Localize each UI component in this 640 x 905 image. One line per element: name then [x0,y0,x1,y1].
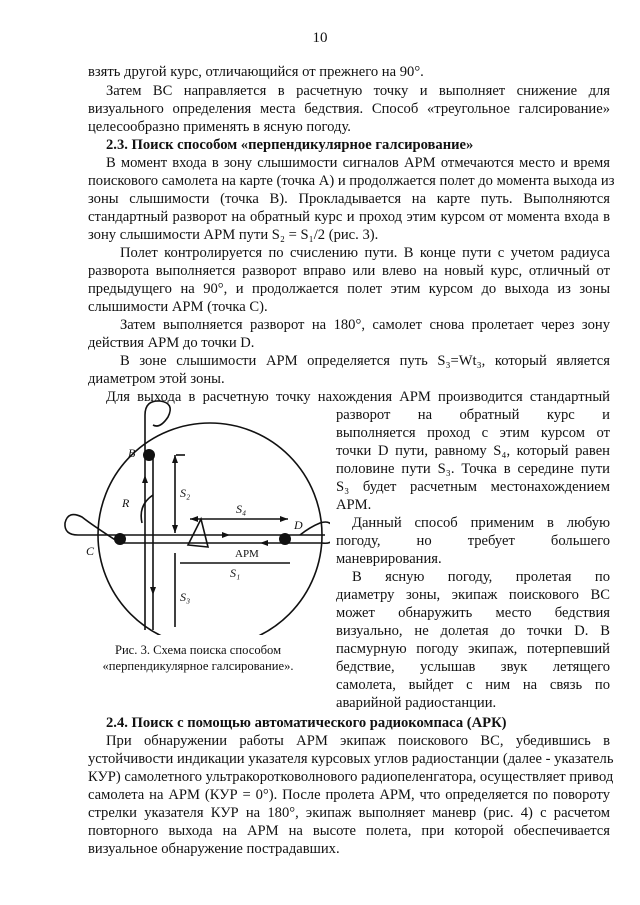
text-line: В момент входа в зону слышимости сигналов АРМ отмечаются место и время [106,155,610,171]
section-heading-2-4: 2.4. Поиск с помощью автоматического радиокомпаса (АРК) [106,715,507,731]
text-line: самолета на АРМ (КУР = 0°). После пролета АРМ, что определяется по повороту [88,787,610,803]
text-line: Затем выполняется разворот на 180°, самолет снова пролетает через зону [120,317,610,333]
text-line: повторного выхода на АРМ на высоте полета, при которой обеспечивается [88,823,610,839]
point-c-marker [114,533,126,545]
label-s2: S₂ [180,486,191,500]
text-line: стандартный разворот на обратный курс и проход этим курсом от момента входа в [88,209,610,225]
text-line: Затем ВС направляется в расчетную точку и выполняет снижение для [106,83,610,99]
text-line: бедствие, услышав звук летящего [336,659,610,675]
text-line: В ясную погоду, пролетая по [352,569,610,585]
label-s4: S₄ [236,502,247,516]
text-line: Полет контролируется по счислению пути. В конце пути с учетом радиуса [120,245,610,261]
text-line: целесообразно применять в ясную погоду. [88,119,351,135]
text-line: аварийной радиостанции. [336,695,497,711]
text-line: Для выхода в расчетную точку нахождения АРМ производится стандартный [106,389,610,405]
label-r: R [122,496,130,510]
text-line: устойчивости индикации указателя курсовых углов радиостанции (далее - указатель [88,751,614,767]
text-line: визуально, не долетая до точки D. В [336,623,610,639]
text-line: диаметру зоны, экипаж поискового ВС [336,587,610,603]
text-line: пасмурную погоду экипаж, потерпевший [336,641,610,657]
figure-caption-line-2: «перпендикулярное галсирование». [102,659,294,673]
text-line: В зоне слышимости АРМ определяется путь S₃=Wt₃, который является [120,353,610,369]
text-line: разворот на обратный курс и [336,407,610,423]
text-line: При обнаружении работы АРМ экипаж поискового ВС, убедившись в [106,733,610,749]
section-heading-2-3: 2.3. Поиск способом «перпендикулярное галсирование» [106,137,474,153]
text-line: маневрирования. [336,551,442,567]
text-line: стрелки указателя КУР на 180°, экипаж выполняет маневр (рис. 4) с расчетом [88,805,610,821]
label-s1: S₁ [230,566,241,580]
label-arm: АРМ [235,548,259,560]
text-line: выполняется проход с этим курсом от [336,425,610,441]
figure-caption-line-1: Рис. 3. Схема поиска способом [114,643,282,657]
text-line: погоду, но требует большего [336,533,610,549]
label-b: B [128,446,136,460]
point-b-marker [143,449,155,461]
text-line: визуальное обнаружение пострадавших. [88,841,340,857]
text-line: может обнаружить место бедствия [336,605,610,621]
text-line: предыдущего на 90°, и продолжается полет этим курсом до выхода из зоны [88,281,610,297]
figure-3-search-diagram [60,395,330,635]
text-line: поискового самолета на карте (точка A) и продолжается полет до момента выхода из [88,173,615,189]
point-d-marker [279,533,291,545]
label-c: C [86,544,95,558]
page-number: 10 [312,30,328,46]
text-line: АРМ. [336,497,372,513]
text-line: S₃ будет расчетным местонахождением [336,479,610,495]
text-line: Данный способ применим в любую [352,515,610,531]
text-line: половине пути S₃. Точка в середине пути [336,461,610,477]
text-line: разворота выполняется разворот вправо или влево на новый курс, отличный от [88,263,610,279]
text-line: визуального определения места бедствия. Способ «треугольное галсирование» [88,101,610,117]
text-line: КУР) самолетного ультракоротковолнового радиопеленгатора, осуществляет привод [88,769,614,785]
text-line: действия АРМ до точки D. [88,335,255,351]
text-line: самолета, выйдет с ним на связь по [336,677,610,693]
text-line: зону слышимости АРМ пути S₂ = S₁/2 (рис. 3). [88,227,379,243]
label-d: D [294,518,303,532]
text-line: точки D пути, равному S₄, который равен [336,443,610,459]
text-line: слышимости АРМ (точка C). [88,299,268,315]
text-line: зоны слышимости (точка B). Прокладывается на карте путь. Выполняются [88,191,610,207]
text-line: взять другой курс, отличающийся от прежнего на 90°. [88,64,424,80]
label-s3: S₃ [180,590,191,604]
text-line: диаметром этой зоны. [88,371,225,387]
